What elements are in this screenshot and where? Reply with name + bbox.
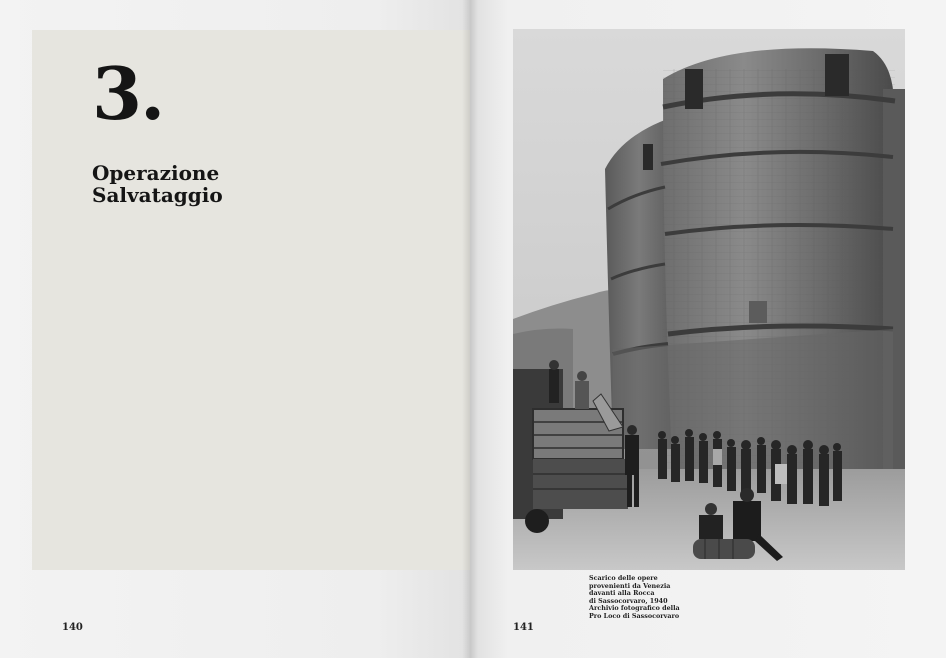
caption-line: Pro Loco di Sassocorvaro [589,611,680,620]
chapter-title-line-1: Operazione [92,161,220,185]
chapter-title [92,162,342,206]
caption-line: di Sassocorvaro, 1940 [589,596,668,605]
book-gutter [462,0,478,658]
caption-line: davanti alla Rocca [589,589,655,598]
fortress-photo-image [513,29,905,570]
chapter-title-line-2: Salvataggio [92,183,223,207]
page-number-right: 141 [513,622,534,633]
historical-photograph [513,29,905,570]
page-number-left: 140 [62,622,83,633]
photo-caption [589,575,709,621]
caption-line: provenienti da Venezia [589,581,671,590]
left-page [0,0,470,658]
caption-line: Scarico delle opere [589,574,658,582]
caption-line: Archivio fotografico della [589,604,680,613]
chapter-number: 3. [92,51,164,136]
